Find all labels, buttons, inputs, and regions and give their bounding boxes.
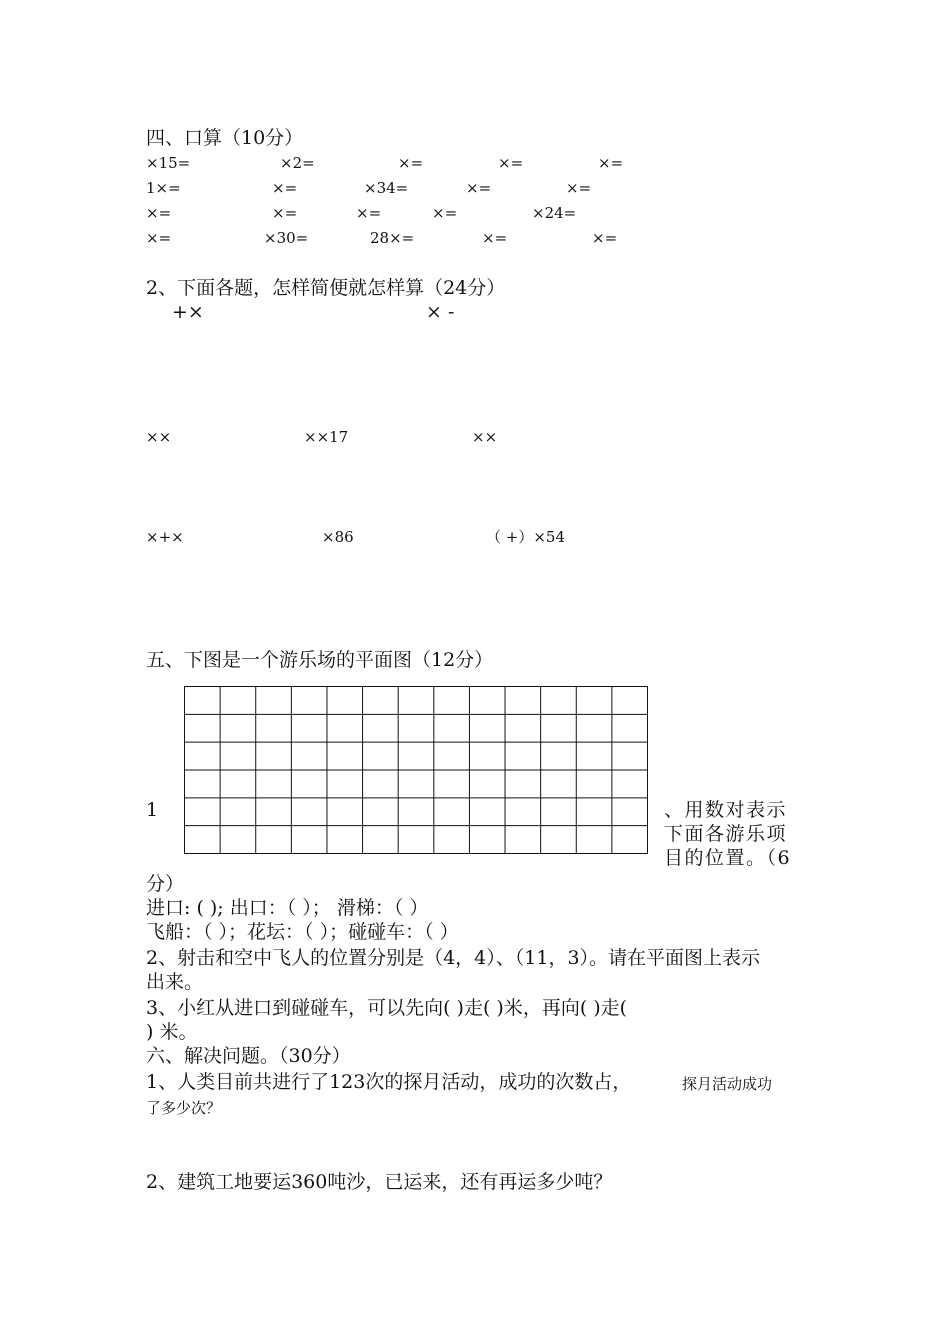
oral-calc-item: ×=	[566, 179, 592, 197]
calc-problem: ××	[146, 428, 172, 446]
problem-1-line: 探月活动成功	[682, 1075, 773, 1093]
calc-problem: （ +）×54	[486, 528, 565, 546]
oral-calc-item: ×=	[432, 204, 458, 222]
problem-1-line: 1、人类目前共进行了123次的探月活动，成功的次数占，	[146, 1071, 632, 1093]
oral-calc-item: ×=	[398, 154, 424, 172]
calc-problem: ×+×	[146, 528, 184, 546]
q1-number: 1	[146, 799, 159, 821]
oral-calc-item: ×15=	[146, 154, 191, 172]
calc-problem: ××	[472, 428, 498, 446]
calc-problem: ××17	[304, 428, 349, 446]
calc-problem: +×	[172, 301, 204, 323]
problem-1-line: 了多少次？	[146, 1099, 222, 1117]
oral-calc-item: 1×=	[146, 179, 181, 197]
q1-text-line: 下面各游乐项	[664, 823, 788, 845]
q3-line: 3、小红从进口到碰碰车，可以先向( )走( )米，再向( )走(	[146, 997, 628, 1019]
oral-calc-item: ×=	[272, 179, 298, 197]
oral-calc-item: ×2=	[280, 154, 315, 172]
oral-calc-item: ×=	[498, 154, 524, 172]
oral-calc-item: ×=	[466, 179, 492, 197]
oral-calc-item: ×24=	[532, 204, 577, 222]
oral-calc-item: ×=	[272, 204, 298, 222]
oral-calc-item: ×=	[356, 204, 382, 222]
oral-calc-item: ×=	[482, 229, 508, 247]
oral-calc-item: 28×=	[370, 229, 415, 247]
grid-drawing	[184, 686, 648, 854]
answer-line-ship: 飞船：（ ）；花坛：（ ）；碰碰车：（ ）	[146, 921, 459, 943]
part2-title: 2、下面各题，怎样简便就怎样算（24分）	[146, 277, 506, 299]
section4-title: 四、口算（10分）	[146, 127, 304, 149]
calc-problem: × -	[426, 301, 455, 323]
amusement-park-grid	[184, 686, 648, 854]
oral-calc-item: ×30=	[264, 229, 309, 247]
oral-calc-item: ×=	[598, 154, 624, 172]
oral-calc-item: ×=	[592, 229, 618, 247]
q1-text-line: 分）	[146, 873, 185, 895]
answer-line-entrance: 进口: ( ); 出口：（ ）； 滑梯：（ ）	[146, 897, 429, 919]
problem-2-line: 2、建筑工地要运360吨沙，已运来，还有再运多少吨？	[146, 1171, 613, 1193]
q2-line: 2、射击和空中飞人的位置分别是（4，4）、（11，3）。请在平面图上表示	[146, 947, 761, 969]
q3-line: ) 米。	[146, 1021, 198, 1043]
section6-title: 六、解决问题。（30分）	[146, 1045, 351, 1067]
section5-title: 五、下图是一个游乐场的平面图（12分）	[146, 649, 494, 671]
q2-line: 出来。	[146, 971, 204, 993]
oral-calc-item: ×=	[146, 229, 172, 247]
oral-calc-item: ×34=	[364, 179, 409, 197]
oral-calc-item: ×=	[146, 204, 172, 222]
calc-problem: ×86	[322, 528, 354, 546]
q1-text-line: 、用数对表示	[664, 799, 788, 821]
q1-text-line: 目的位置。（6	[664, 847, 792, 869]
